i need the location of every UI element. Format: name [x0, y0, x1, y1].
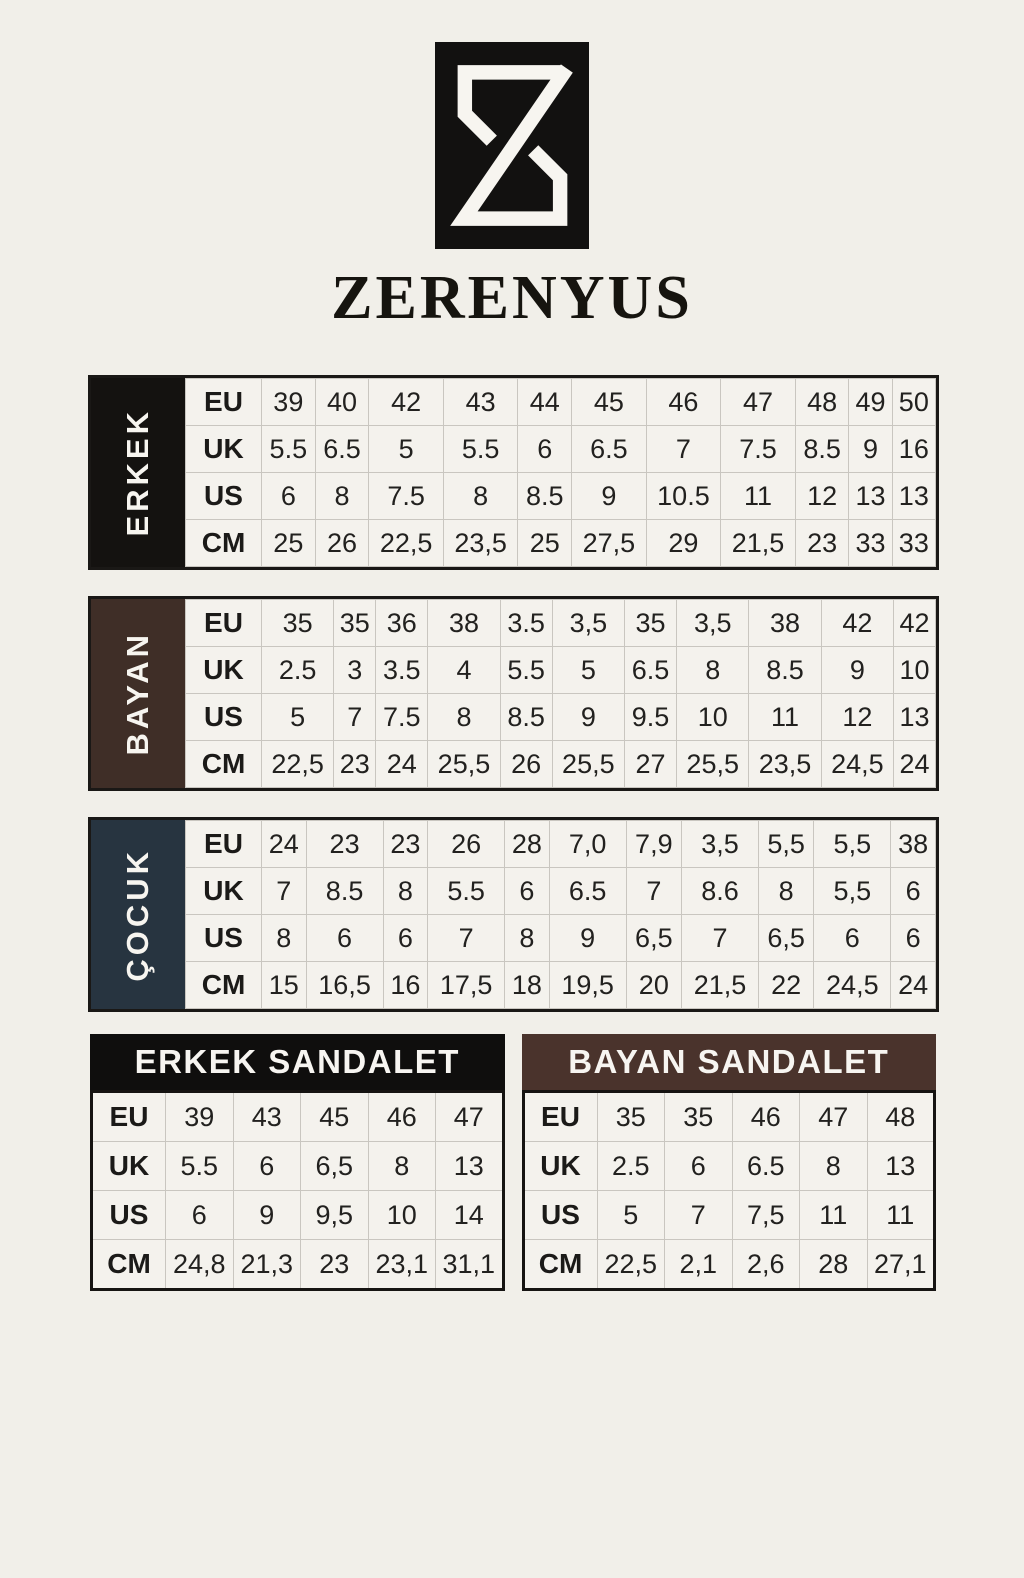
- size-cell: 24: [376, 741, 428, 788]
- size-cell: 22,5: [262, 741, 334, 788]
- size-cell: 42: [894, 600, 936, 647]
- size-cell: 5.5: [500, 647, 552, 694]
- size-cell: 26: [428, 821, 505, 868]
- size-cell: 24: [891, 962, 936, 1009]
- category-sidebar-erkek: [91, 378, 185, 567]
- size-cell: 38: [749, 600, 821, 647]
- table-row: [186, 520, 936, 567]
- row-label-us: US: [186, 694, 262, 741]
- size-cell: 13: [892, 473, 935, 520]
- size-cell: 47: [800, 1092, 868, 1142]
- size-cell: 2.5: [597, 1142, 665, 1191]
- size-cell: 45: [301, 1092, 369, 1142]
- row-label-eu: EU: [186, 821, 262, 868]
- sandal-grid-erkek-sandalet: [90, 1090, 505, 1291]
- size-table-erkek: [88, 375, 939, 570]
- size-cell: 7: [626, 868, 681, 915]
- size-cell: 8: [758, 868, 813, 915]
- size-cell: 44: [518, 379, 572, 426]
- size-cell: 8: [315, 473, 369, 520]
- row-label-us: US: [92, 1191, 166, 1240]
- size-cell: 9: [552, 694, 624, 741]
- size-cell: 23: [383, 821, 428, 868]
- size-cell: 16,5: [306, 962, 383, 1009]
- size-cell: 6: [891, 915, 936, 962]
- size-cell: 3,5: [682, 821, 759, 868]
- size-cell: 6: [505, 868, 550, 915]
- row-label-us: US: [186, 473, 262, 520]
- size-cell: 21,3: [233, 1240, 301, 1290]
- size-cell: 8.5: [306, 868, 383, 915]
- size-cell: 7.5: [369, 473, 444, 520]
- size-cell: 10: [368, 1191, 436, 1240]
- size-cell: 10: [894, 647, 936, 694]
- size-cell: 2.5: [262, 647, 334, 694]
- size-cell: 24,5: [821, 741, 893, 788]
- size-cell: 21,5: [682, 962, 759, 1009]
- size-cell: 7: [334, 694, 376, 741]
- size-cell: 23,5: [443, 520, 518, 567]
- size-cell: 6: [665, 1142, 733, 1191]
- size-cell: 9: [549, 915, 626, 962]
- size-cell: 7.5: [721, 426, 796, 473]
- size-cell: 6: [383, 915, 428, 962]
- size-cell: 5,5: [758, 821, 813, 868]
- size-cell: 3,5: [552, 600, 624, 647]
- size-table-cocuk: [88, 817, 939, 1012]
- size-cell: 22: [758, 962, 813, 1009]
- size-cell: 25: [262, 520, 316, 567]
- size-cell: 2,1: [665, 1240, 733, 1290]
- size-chart-page: [0, 42, 1024, 1291]
- table-row: [186, 647, 936, 694]
- size-cell: 6,5: [301, 1142, 369, 1191]
- category-sidebar-cocuk: [91, 820, 185, 1009]
- size-cell: 7: [646, 426, 721, 473]
- size-cell: 10.5: [646, 473, 721, 520]
- size-cell: 5,5: [814, 868, 891, 915]
- size-cell: 5.5: [166, 1142, 234, 1191]
- size-cell: 50: [892, 379, 935, 426]
- table-row: [523, 1240, 935, 1290]
- size-cell: 3: [334, 647, 376, 694]
- size-cell: 8: [505, 915, 550, 962]
- table-row: [186, 821, 936, 868]
- size-cell: 11: [721, 473, 796, 520]
- size-cell: 3.5: [500, 600, 552, 647]
- table-row: [186, 868, 936, 915]
- category-label-cocuk: ÇOCUK: [120, 847, 155, 982]
- table-row: [186, 426, 936, 473]
- row-label-cm: CM: [186, 741, 262, 788]
- size-cell: 47: [721, 379, 796, 426]
- size-cell: 10: [677, 694, 749, 741]
- row-label-eu: EU: [186, 600, 262, 647]
- size-cell: 3.5: [376, 647, 428, 694]
- size-cell: 27: [625, 741, 677, 788]
- row-label-cm: CM: [186, 520, 262, 567]
- size-cell: 9: [821, 647, 893, 694]
- size-cell: 35: [262, 600, 334, 647]
- row-label-eu: EU: [186, 379, 262, 426]
- size-cell: 6,5: [758, 915, 813, 962]
- size-cell: 7,9: [626, 821, 681, 868]
- table-row: [186, 915, 936, 962]
- table-row: [186, 962, 936, 1009]
- brand-logo-z-icon: [435, 42, 589, 249]
- row-label-eu: EU: [523, 1092, 597, 1142]
- size-cell: 25,5: [552, 741, 624, 788]
- sandal-title-bayan-sandalet: BAYAN SANDALET: [522, 1034, 937, 1090]
- size-cell: 9,5: [301, 1191, 369, 1240]
- size-cell: 6: [262, 473, 316, 520]
- size-cell: 31,1: [436, 1240, 504, 1290]
- size-cell: 7: [262, 868, 307, 915]
- size-cell: 8.5: [500, 694, 552, 741]
- size-cell: 13: [849, 473, 892, 520]
- size-cell: 43: [443, 379, 518, 426]
- size-cell: 46: [732, 1092, 800, 1142]
- size-cell: 28: [505, 821, 550, 868]
- table-row: [92, 1142, 504, 1191]
- size-cell: 13: [436, 1142, 504, 1191]
- table-row: [523, 1191, 935, 1240]
- size-cell: 26: [500, 741, 552, 788]
- size-cell: 8.5: [795, 426, 849, 473]
- size-cell: 23,5: [749, 741, 821, 788]
- size-cell: 33: [849, 520, 892, 567]
- row-label-us: US: [523, 1191, 597, 1240]
- size-cell: 15: [262, 962, 307, 1009]
- sandal-title-erkek-sandalet: ERKEK SANDALET: [90, 1034, 505, 1090]
- size-cell: 45: [572, 379, 647, 426]
- size-cell: 5: [552, 647, 624, 694]
- table-row: [186, 473, 936, 520]
- size-cell: 16: [892, 426, 935, 473]
- table-row: [186, 694, 936, 741]
- size-cell: 8: [262, 915, 307, 962]
- size-cell: 8: [443, 473, 518, 520]
- size-cell: 3,5: [677, 600, 749, 647]
- size-cell: 14: [436, 1191, 504, 1240]
- size-cell: 6: [518, 426, 572, 473]
- size-cell: 9: [572, 473, 647, 520]
- size-cell: 8: [383, 868, 428, 915]
- size-cell: 25: [518, 520, 572, 567]
- row-label-uk: UK: [186, 647, 262, 694]
- size-cell: 7: [665, 1191, 733, 1240]
- size-grid-erkek: [185, 378, 936, 567]
- size-cell: 25,5: [428, 741, 500, 788]
- size-cell: 6.5: [549, 868, 626, 915]
- size-cell: 7.5: [376, 694, 428, 741]
- sandal-grid-bayan-sandalet: [522, 1090, 937, 1291]
- size-cell: 13: [867, 1142, 935, 1191]
- size-cell: 42: [821, 600, 893, 647]
- table-row: [186, 741, 936, 788]
- size-cell: 7,0: [549, 821, 626, 868]
- size-cell: 35: [625, 600, 677, 647]
- size-cell: 38: [891, 821, 936, 868]
- size-cell: 22,5: [369, 520, 444, 567]
- row-label-uk: UK: [186, 426, 262, 473]
- size-cell: 26: [315, 520, 369, 567]
- size-cell: 7,5: [732, 1191, 800, 1240]
- size-cell: 5: [369, 426, 444, 473]
- size-cell: 11: [800, 1191, 868, 1240]
- size-cell: 9: [233, 1191, 301, 1240]
- size-cell: 46: [368, 1092, 436, 1142]
- size-cell: 20: [626, 962, 681, 1009]
- size-cell: 27,5: [572, 520, 647, 567]
- size-cell: 24,8: [166, 1240, 234, 1290]
- size-cell: 23,1: [368, 1240, 436, 1290]
- table-row: [92, 1240, 504, 1290]
- table-row: [92, 1191, 504, 1240]
- size-cell: 6: [233, 1142, 301, 1191]
- size-cell: 24: [894, 741, 936, 788]
- size-grid-cocuk: [185, 820, 936, 1009]
- row-label-uk: UK: [523, 1142, 597, 1191]
- sandal-table-bayan-sandalet: [522, 1034, 937, 1291]
- size-cell: 7: [682, 915, 759, 962]
- size-cell: 39: [166, 1092, 234, 1142]
- row-label-us: US: [186, 915, 262, 962]
- sandal-tables: [90, 1034, 936, 1291]
- size-cell: 38: [428, 600, 500, 647]
- size-cell: 27,1: [867, 1240, 935, 1290]
- size-cell: 24,5: [814, 962, 891, 1009]
- size-cell: 5: [597, 1191, 665, 1240]
- table-row: [92, 1092, 504, 1142]
- size-cell: 5: [262, 694, 334, 741]
- table-row: [186, 600, 936, 647]
- size-cell: 35: [665, 1092, 733, 1142]
- size-cell: 4: [428, 647, 500, 694]
- size-cell: 33: [892, 520, 935, 567]
- table-row: [186, 379, 936, 426]
- size-cell: 42: [369, 379, 444, 426]
- size-cell: 25,5: [677, 741, 749, 788]
- size-tables: [88, 375, 939, 1012]
- size-cell: 36: [376, 600, 428, 647]
- size-cell: 6: [814, 915, 891, 962]
- size-cell: 6.5: [625, 647, 677, 694]
- size-cell: 8: [368, 1142, 436, 1191]
- table-row: [523, 1142, 935, 1191]
- size-cell: 5.5: [428, 868, 505, 915]
- size-cell: 6.5: [732, 1142, 800, 1191]
- size-cell: 16: [383, 962, 428, 1009]
- size-cell: 23: [301, 1240, 369, 1290]
- table-row: [523, 1092, 935, 1142]
- size-cell: 8: [428, 694, 500, 741]
- size-cell: 12: [821, 694, 893, 741]
- category-label-bayan: BAYAN: [120, 631, 155, 756]
- row-label-cm: CM: [92, 1240, 166, 1290]
- sandal-table-erkek-sandalet: [90, 1034, 505, 1291]
- brand-title: ZERENYUS: [331, 264, 693, 332]
- size-cell: 35: [597, 1092, 665, 1142]
- size-cell: 19,5: [549, 962, 626, 1009]
- size-cell: 49: [849, 379, 892, 426]
- size-cell: 48: [867, 1092, 935, 1142]
- size-cell: 6: [166, 1191, 234, 1240]
- row-label-cm: CM: [186, 962, 262, 1009]
- size-cell: 23: [795, 520, 849, 567]
- size-cell: 9.5: [625, 694, 677, 741]
- size-cell: 6.5: [572, 426, 647, 473]
- size-cell: 17,5: [428, 962, 505, 1009]
- size-cell: 24: [262, 821, 307, 868]
- size-cell: 8: [677, 647, 749, 694]
- size-cell: 28: [800, 1240, 868, 1290]
- size-cell: 11: [749, 694, 821, 741]
- size-grid-bayan: [185, 599, 936, 788]
- size-cell: 8.5: [749, 647, 821, 694]
- size-cell: 43: [233, 1092, 301, 1142]
- size-cell: 6,5: [626, 915, 681, 962]
- size-cell: 2,6: [732, 1240, 800, 1290]
- category-sidebar-bayan: [91, 599, 185, 788]
- category-label-erkek: ERKEK: [120, 408, 155, 537]
- row-label-eu: EU: [92, 1092, 166, 1142]
- size-table-bayan: [88, 596, 939, 791]
- row-label-uk: UK: [92, 1142, 166, 1191]
- size-cell: 7: [428, 915, 505, 962]
- size-cell: 40: [315, 379, 369, 426]
- size-cell: 23: [306, 821, 383, 868]
- size-cell: 12: [795, 473, 849, 520]
- size-cell: 6: [306, 915, 383, 962]
- size-cell: 23: [334, 741, 376, 788]
- size-cell: 8: [800, 1142, 868, 1191]
- size-cell: 46: [646, 379, 721, 426]
- row-label-uk: UK: [186, 868, 262, 915]
- size-cell: 18: [505, 962, 550, 1009]
- size-cell: 11: [867, 1191, 935, 1240]
- size-cell: 22,5: [597, 1240, 665, 1290]
- size-cell: 5.5: [262, 426, 316, 473]
- size-cell: 6.5: [315, 426, 369, 473]
- size-cell: 8.5: [518, 473, 572, 520]
- size-cell: 9: [849, 426, 892, 473]
- size-cell: 21,5: [721, 520, 796, 567]
- size-cell: 35: [334, 600, 376, 647]
- size-cell: 5,5: [814, 821, 891, 868]
- size-cell: 48: [795, 379, 849, 426]
- brand-logo: [435, 42, 589, 249]
- size-cell: 5.5: [443, 426, 518, 473]
- size-cell: 39: [262, 379, 316, 426]
- row-label-cm: CM: [523, 1240, 597, 1290]
- size-cell: 47: [436, 1092, 504, 1142]
- size-cell: 6: [891, 868, 936, 915]
- size-cell: 13: [894, 694, 936, 741]
- size-cell: 29: [646, 520, 721, 567]
- size-cell: 8.6: [682, 868, 759, 915]
